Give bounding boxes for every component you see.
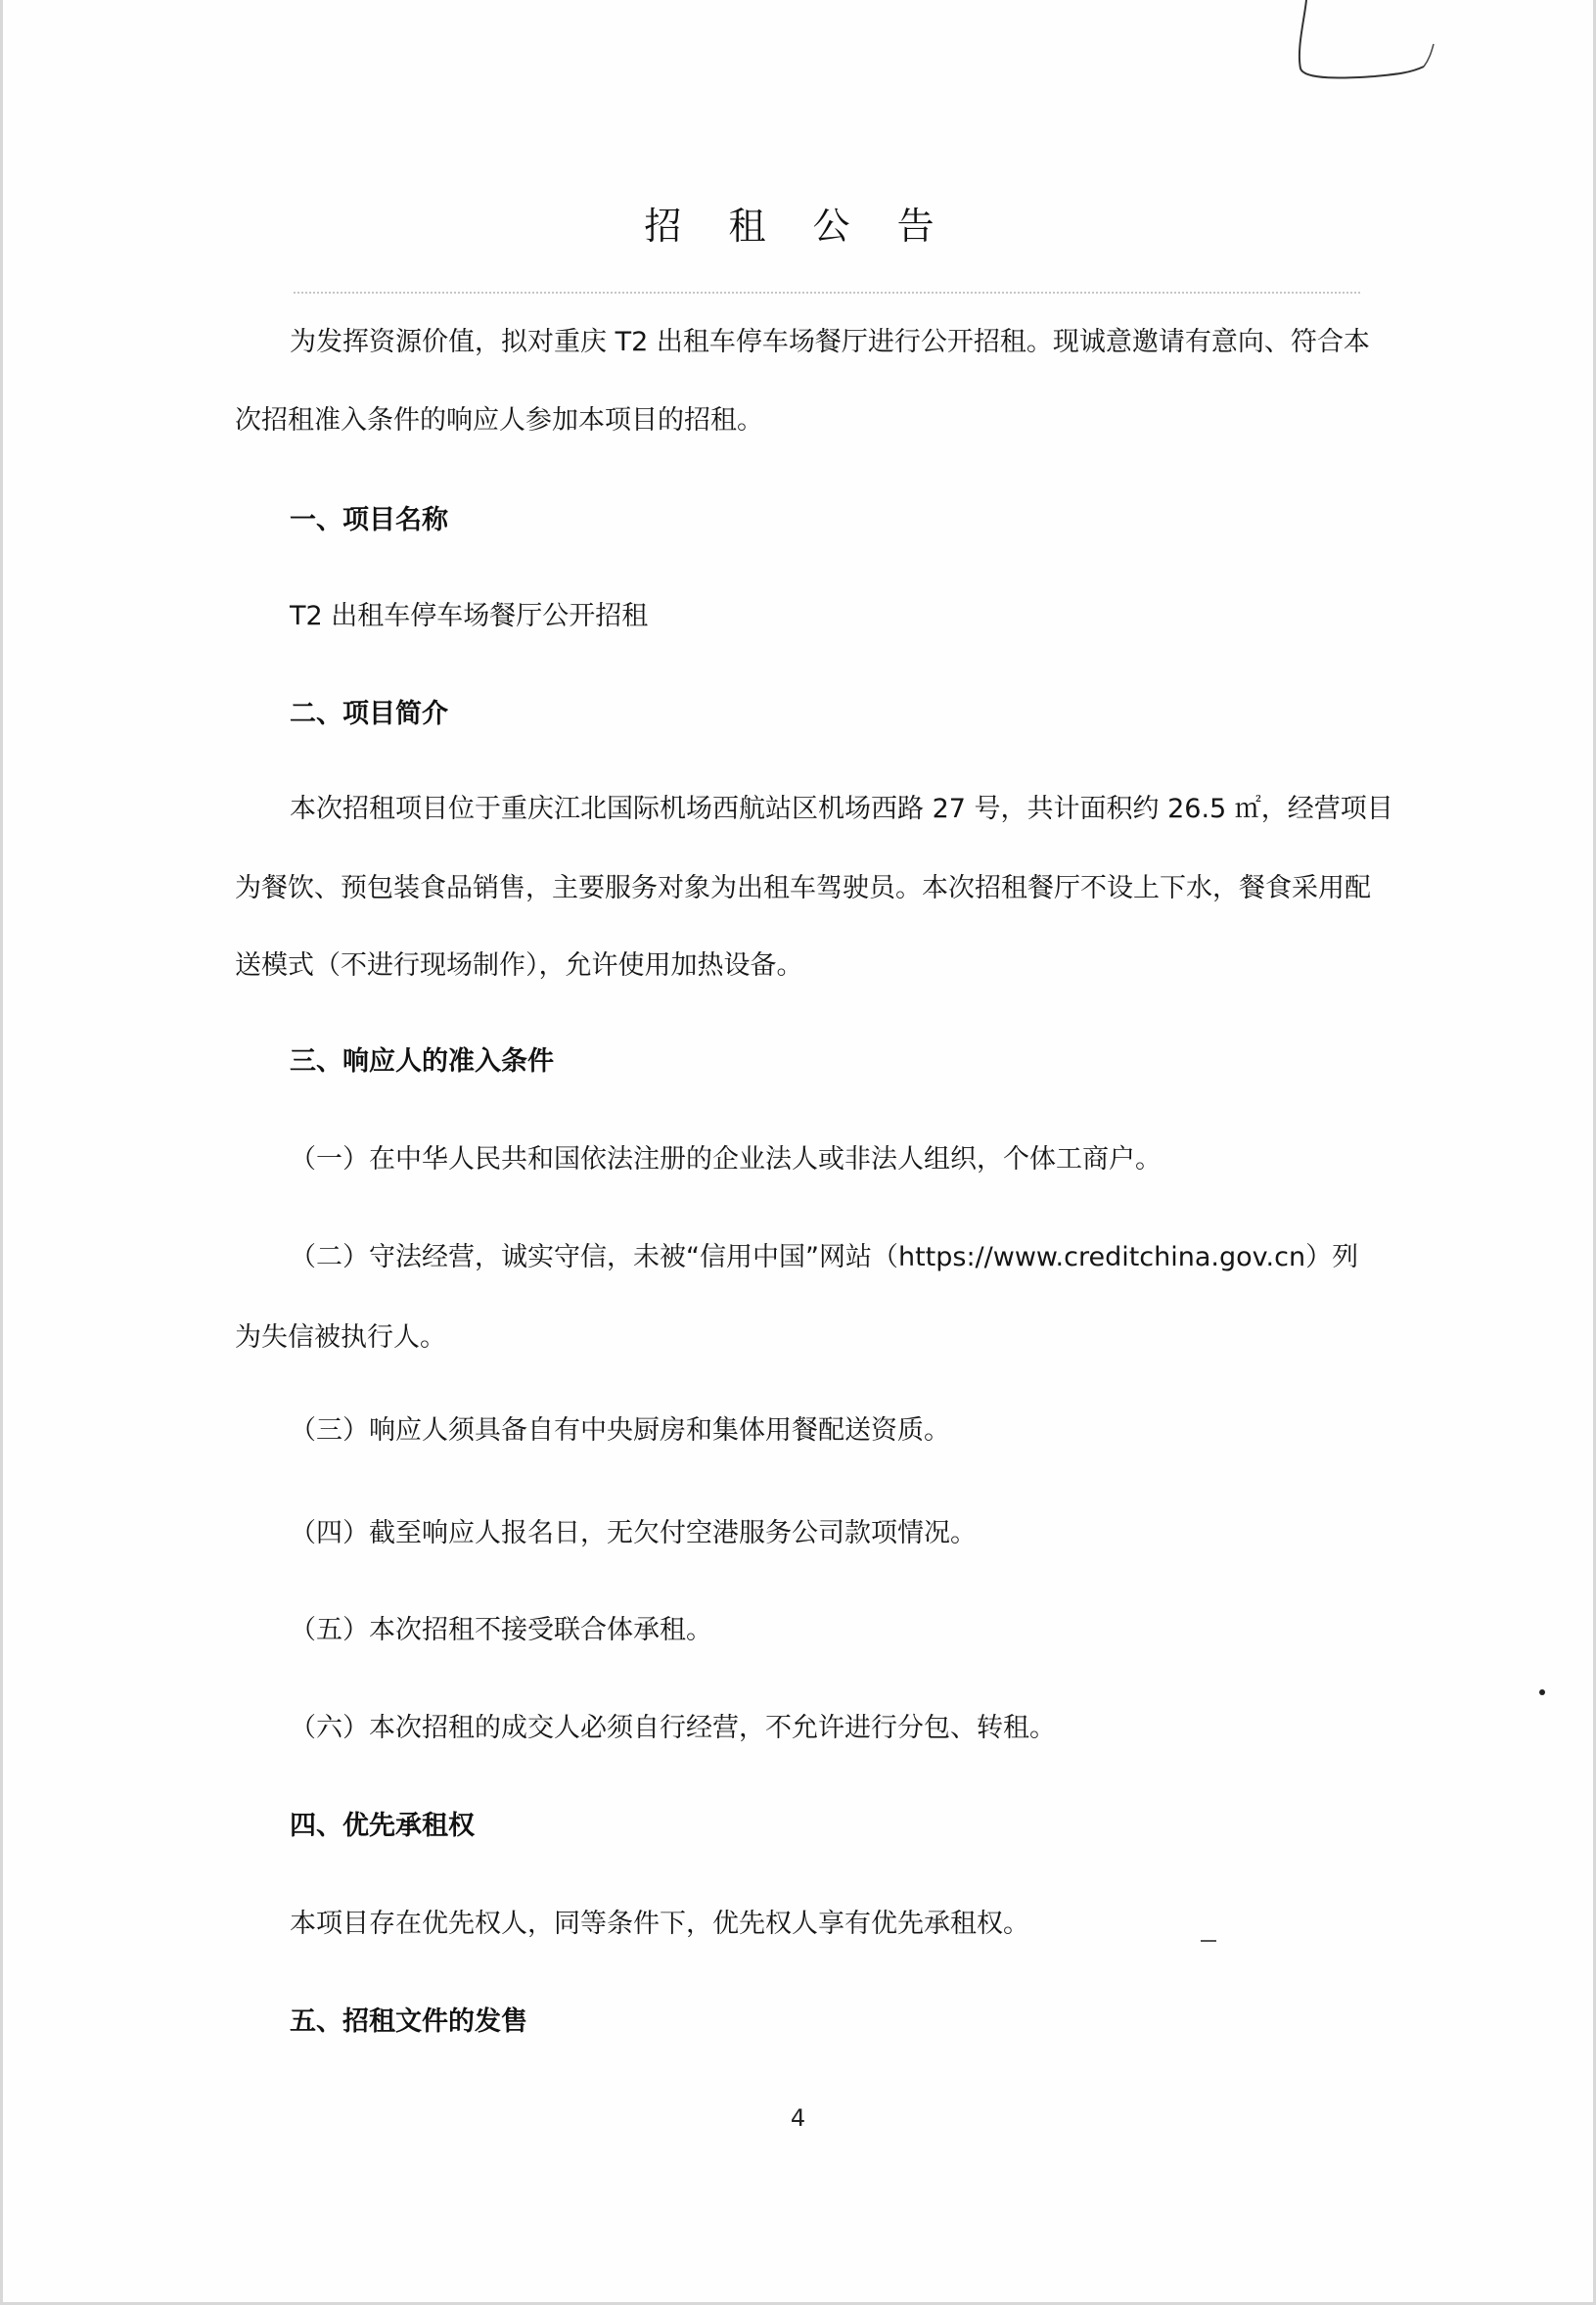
section-1-heading: 一、项目名称 xyxy=(290,505,448,535)
section-2-line-3: 送模式（不进行现场制作），允许使用加热设备。 xyxy=(235,950,803,981)
condition-item-5: （五）本次招租不接受联合体承租。 xyxy=(290,1615,712,1645)
scan-speck xyxy=(1538,1687,1546,1697)
condition-item-6: （六）本次招租的成交人必须自行经营，不允许进行分包、转租。 xyxy=(290,1713,1056,1743)
condition-item-2-line-2: 为失信被执行人。 xyxy=(235,1322,446,1353)
title-divider xyxy=(294,292,1360,294)
section-4-body: 本项目存在优先权人，同等条件下，优先权人享有优先承租权。 xyxy=(290,1909,1029,1939)
section-4-heading: 四、优先承租权 xyxy=(290,1811,475,1841)
section-3-heading: 三、响应人的准入条件 xyxy=(290,1046,554,1077)
intro-line-2: 次招租准入条件的响应人参加本项目的招租。 xyxy=(235,405,763,436)
section-2-line-1: 本次招租项目位于重庆江北国际机场西航站区机场西路 27 号，共计面积约 26.5 ㎡，经营项目 xyxy=(290,794,1393,824)
section-2-line-2: 为餐饮、预包装食品销售，主要服务对象为出租车驾驶员。本次招租餐厅不设上下水，餐食采用配 xyxy=(235,873,1371,903)
section-2-heading: 二、项目简介 xyxy=(290,699,448,729)
intro-line-1: 为发挥资源价值，拟对重庆 T2 出租车停车场餐厅进行公开招租。现诚意邀请有意向、符合本 xyxy=(290,327,1370,357)
handwritten-mark xyxy=(1287,0,1443,98)
page-title: 招 租 公 告 xyxy=(644,205,952,248)
condition-item-4: （四）截至响应人报名日，无欠付空港服务公司款项情况。 xyxy=(290,1518,977,1548)
section-5-heading: 五、招租文件的发售 xyxy=(290,2006,527,2037)
scan-speck xyxy=(1199,1938,1218,1944)
page-number: 4 xyxy=(790,2104,806,2132)
condition-item-2-line-1: （二）守法经营，诚实守信，未被“信用中国”网站（https://www.creditchina.gov.cn）列 xyxy=(290,1242,1359,1272)
condition-item-3: （三）响应人须具备自有中央厨房和集体用餐配送资质。 xyxy=(290,1415,950,1446)
section-1-body: T2 出租车停车场餐厅公开招租 xyxy=(290,601,649,631)
condition-item-1: （一）在中华人民共和国依法注册的企业法人或非法人组织，个体工商户。 xyxy=(290,1144,1162,1175)
